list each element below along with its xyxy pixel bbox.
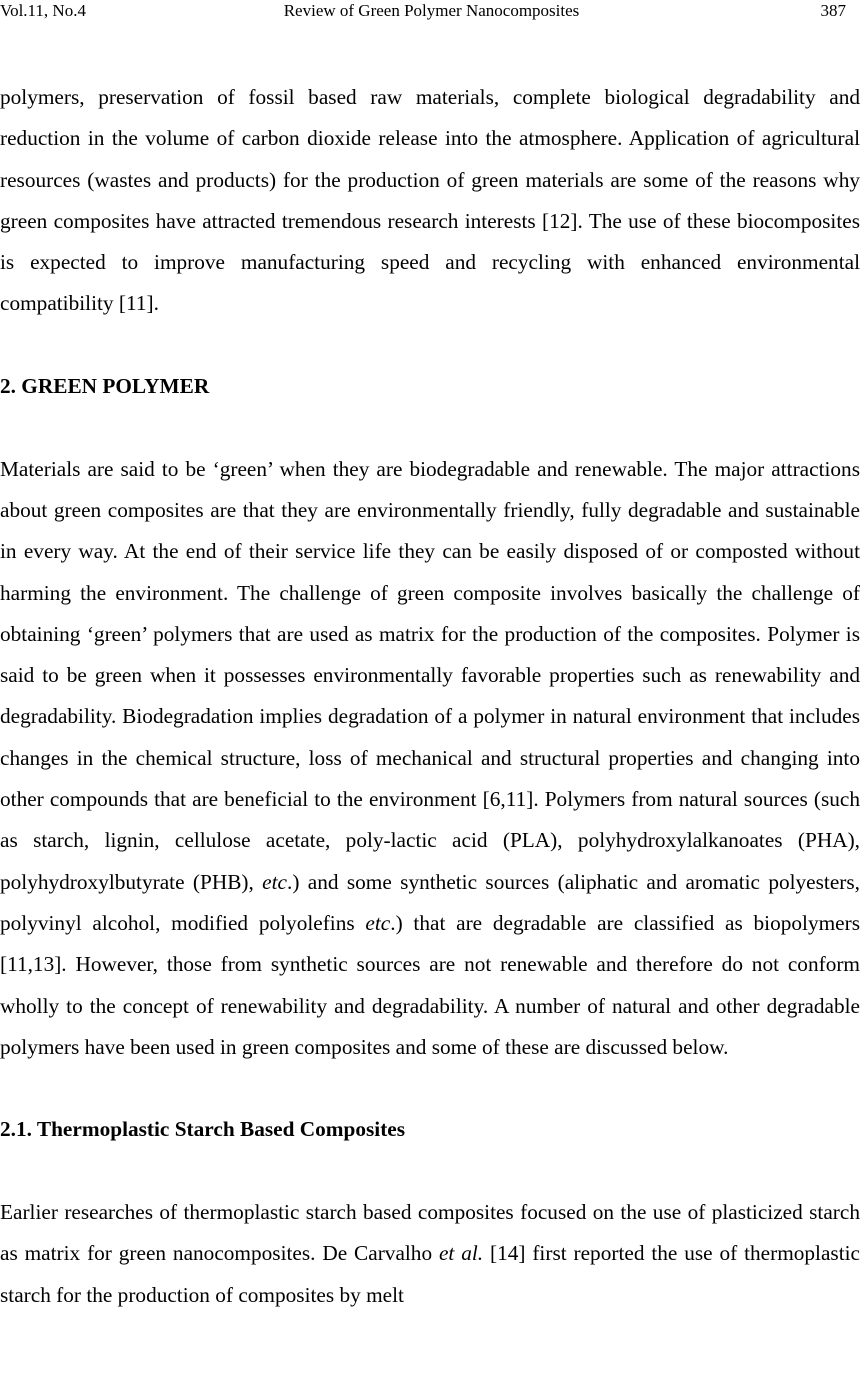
etc-italic: etc xyxy=(365,910,391,935)
etc-italic: etc xyxy=(262,869,287,894)
volume-issue: Vol.11, No.4 xyxy=(0,1,86,20)
text-run: .) and some synthetic sources (aliphatic and aromatic polyesters, polyvinyl alcohol, modified polyolefins xyxy=(0,869,860,935)
thermoplastic-starch-paragraph xyxy=(0,1192,860,1316)
article-body xyxy=(0,77,860,1316)
journal-title: Review of Green Polymer Nanocomposites xyxy=(283,1,580,20)
page-number: 387 xyxy=(820,1,846,20)
section-heading-green-polymer: 2. GREEN POLYMER xyxy=(0,374,210,399)
running-header xyxy=(0,0,863,24)
green-polymer-paragraph xyxy=(0,449,860,1068)
intro-paragraph: polymers, preservation of fossil based raw materials, complete biological degradability and reduction in the volume of carbon dioxide release into the atmosphere. Application of agricultural resources (wastes and products) for the production of green materials are some of the reasons why green composites have attracted tremendous research interests [12]. The use of these biocomposites is expected to improve manufacturing speed and recycling with enhanced environmental compatibility [11]. xyxy=(0,85,860,316)
text-run: Earlier researches of thermoplastic starch based composites focused on the use of plasticized starch as matrix for green nanocomposites. De Carvalho xyxy=(0,1200,860,1266)
text-run: [14] first reported the use of thermoplastic starch for the production of composites by melt xyxy=(0,1241,860,1307)
et-al-italic: et al. xyxy=(438,1241,484,1266)
text-run: .) that are degradable are classified as biopolymers [11,13]. However, those from synthetic sources are not renewable and therefore do not conform wholly to the concept of renewability and degradability. A number of natural and other degradable polymers have been used in green composites and some of these are discussed below. xyxy=(0,910,860,1059)
text-run: Materials are said to be ‘green’ when they are biodegradable and renewable. The major attractions about green composites are that they are environmentally friendly, fully degradable and sustainable in every way. At the end of their service life they can be easily disposed of or composted without harming the environment. The challenge of green composite involves basically the challenge of obtaining ‘green’ polymers that are used as matrix for the production of the composites. Polymer is said to be green when it possesses environmentally favorable properties such as renewability and degradability. Biodegradation implies degradation of a polymer in natural environment that includes changes in the chemical structure, loss of mechanical and structural properties and changing into other compounds that are beneficial to the environment [6,11]. Polymers from natural sources (such as starch, lignin, cellulose acetate, poly-lactic acid (PLA), polyhydroxylalkanoates (PHA), polyhydroxylbutyrate (PHB), xyxy=(0,456,860,894)
section-heading-thermoplastic-starch: 2.1. Thermoplastic Starch Based Composites xyxy=(0,1117,406,1142)
